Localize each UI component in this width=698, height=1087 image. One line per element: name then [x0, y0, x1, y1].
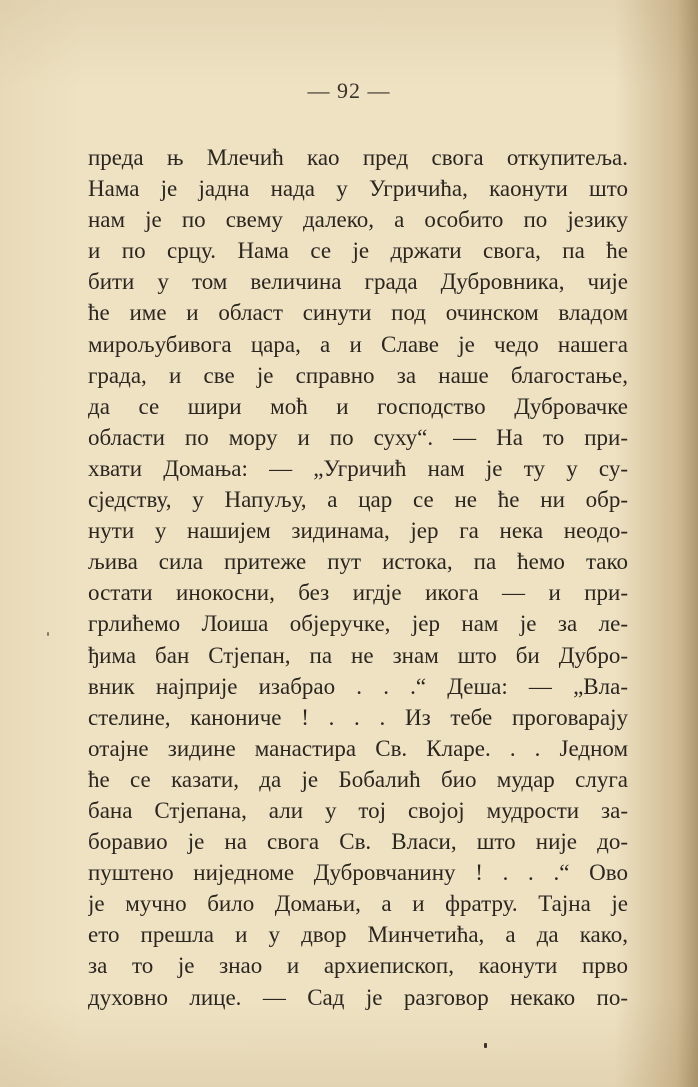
text-line: града, и све је справно за наше благостање,	[88, 362, 628, 388]
ink-speck	[484, 1043, 487, 1048]
text-line: преда њ Млечић као пред свога откупитеља.	[88, 145, 628, 170]
text-line: сједству, у Напуљу, а цар се не ће ни обр-	[88, 487, 628, 513]
text-line: стелине, канониче ! . . . Из тебе проговарају	[88, 704, 628, 730]
text-line: вник најприје изабрао . . .“ Деша: — „Вла-	[88, 673, 628, 699]
page-number: — 92 —	[307, 78, 391, 103]
text-line: грлићемо Лоиша објеручке, јер нам је за ле-	[88, 611, 628, 637]
text-line: нути у нашијем зидинама, јер га нека неодо-	[88, 518, 628, 544]
text-line: за то је знао и архиепископ, каонути прво	[88, 953, 628, 979]
text-line: остати инокосни, без игдје икога — и при-	[88, 580, 628, 606]
body-text	[88, 142, 628, 1013]
ink-speck	[47, 632, 49, 636]
text-line: ђима бан Стјепан, па не знам што би Дубро-	[88, 642, 628, 668]
text-line: хвати Домања: — „Угричић нам је ту у су-	[88, 455, 628, 481]
text-line: мирољубивога цара, а и Славе је чедо нашега	[88, 331, 628, 357]
text-line: Нама је јадна нада у Угричића, каонути што	[88, 176, 628, 202]
text-line: љива сила притеже пут истока, па ћемо тако	[88, 549, 628, 575]
text-line: бана Стјепана, али у тој својој мудрости за-	[88, 797, 628, 823]
text-line: ће се казати, да је Бобалић био мудар слуга	[88, 766, 628, 792]
text-line: је мучно било Домањи, а и фратру. Тајна је	[88, 891, 628, 917]
text-line: бити у том величина града Дубровника, чије	[88, 269, 628, 295]
text-line: области по мору и по суху“. — На то при-	[88, 424, 628, 450]
text-line: духовно лице. — Сад је разговор некако по-	[88, 984, 628, 1010]
text-line: ето прешла и у двор Минчетића, а да како,	[88, 922, 628, 948]
text-line: пуштено ниједноме Дубровчанину ! . . .“ Ово	[88, 860, 628, 886]
text-line: нам је по свему далеко, а особито по језику	[88, 207, 628, 233]
text-line: боравио је на свога Св. Власи, што није до-	[88, 829, 628, 855]
text-line: и по срцу. Нама се је држати свога, па ће	[88, 238, 628, 264]
text-line: ће име и област синути под очинском владом	[88, 300, 628, 326]
text-line: да се шири моћ и господство Дубровачке	[88, 393, 628, 419]
text-line: отајне зидине манастира Св. Кларе. . . Једном	[88, 735, 628, 761]
